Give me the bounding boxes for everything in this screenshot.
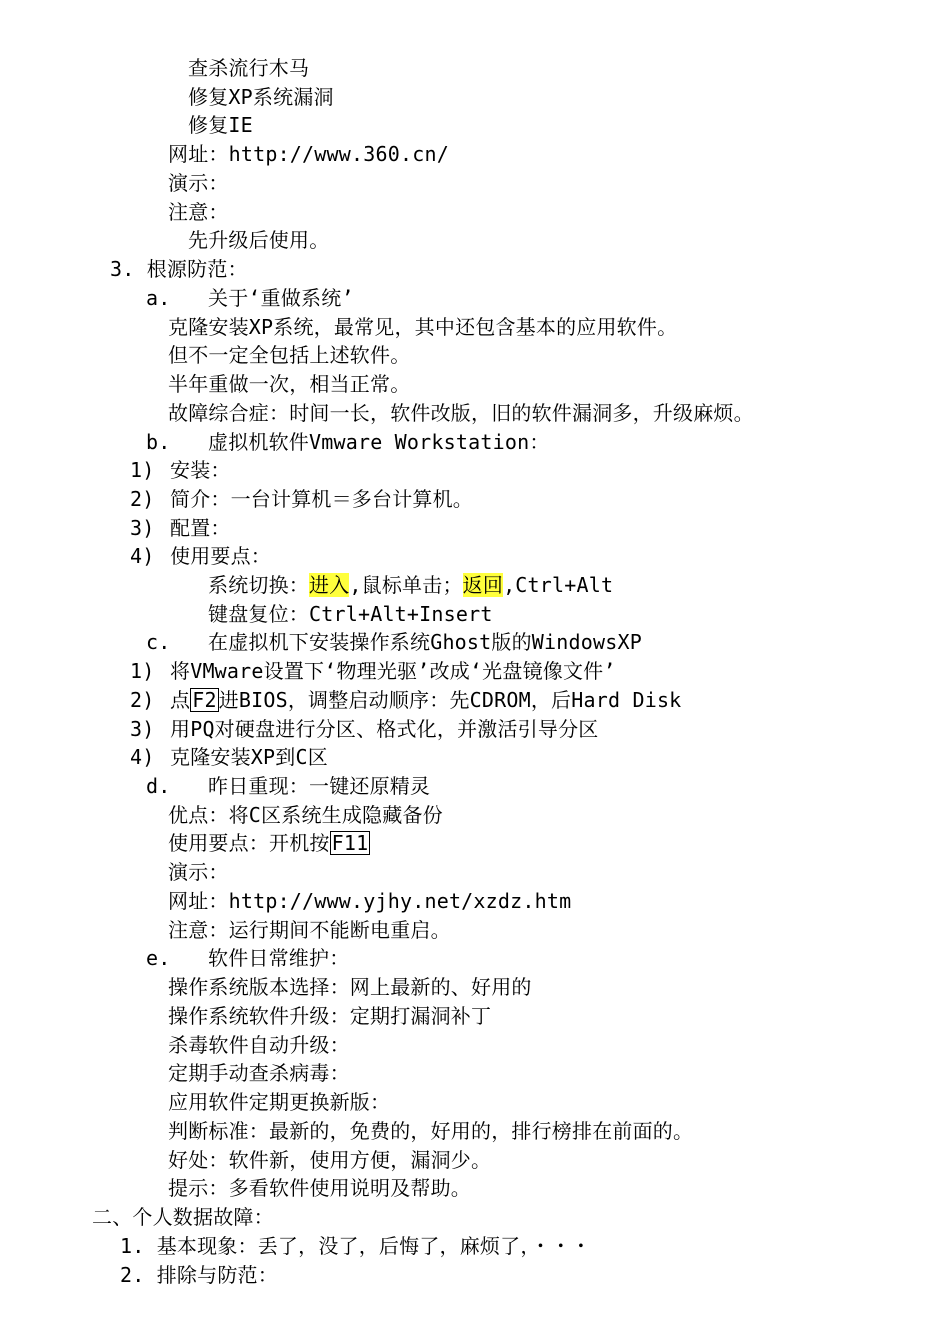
text-line: 定期手动查杀病毒：: [168, 1061, 350, 1085]
subsection-title: 在虚拟机下安装操作系统Ghost版的WindowsXP: [208, 630, 642, 654]
list-marker: b.: [146, 430, 171, 454]
subsection-heading-a: [146, 284, 354, 312]
item-text: 配置：: [170, 516, 231, 540]
section-heading: 3. 根源防范：: [110, 257, 248, 281]
text-span: 使用要点：开机按: [168, 831, 330, 855]
item-text: 用PQ对硬盘进行分区、格式化，并激活引导分区: [170, 717, 599, 741]
numbered-item: [130, 485, 473, 513]
text-line: 杀毒软件自动升级：: [168, 1033, 350, 1057]
item-number: 2): [130, 688, 155, 712]
url-line: 网址：http://www.yjhy.net/xzdz.htm: [168, 889, 572, 913]
item-number: 2): [130, 487, 155, 511]
text-line: 查杀流行木马: [188, 56, 310, 80]
text-line: 先升级后使用。: [188, 228, 330, 252]
text-line: 演示：: [168, 171, 229, 195]
text-span: ,鼠标单击；: [349, 573, 463, 597]
item-text: 克隆安装XP到C区: [170, 745, 328, 769]
numbered-item: [130, 743, 328, 771]
list-marker: d.: [146, 774, 171, 798]
subsection-title: 关于‘重做系统’: [208, 286, 354, 310]
subsection-title: 软件日常维护：: [208, 946, 350, 970]
text-line: 半年重做一次，相当正常。: [168, 372, 411, 396]
text-line: 注意：: [168, 200, 229, 224]
text-line: 操作系统版本选择：网上最新的、好用的: [168, 975, 532, 999]
text-line: 优点：将C区系统生成隐藏备份: [168, 803, 443, 827]
text-line: 操作系统软件升级：定期打漏洞补丁: [168, 1004, 492, 1028]
text-line: 演示：: [168, 860, 229, 884]
key-label: F11: [331, 831, 369, 855]
item-text: 点: [170, 688, 191, 712]
text-line: 键盘复位：Ctrl+Alt+Insert: [208, 602, 493, 626]
numbered-item: [130, 686, 681, 714]
subsection-heading-e: [146, 944, 349, 972]
list-marker: a.: [146, 286, 171, 310]
text-line: 克隆安装XP系统，最常见，其中还包含基本的应用软件。: [168, 315, 678, 339]
item-number: 3): [130, 717, 155, 741]
text-line: 修复IE: [188, 113, 253, 137]
item-number: 1): [130, 659, 155, 683]
subsection-title: 昨日重现：一键还原精灵: [208, 774, 431, 798]
text-line: 注意：运行期间不能断电重启。: [168, 918, 451, 942]
subsection-heading-c: [146, 628, 642, 656]
item-text: 安装：: [170, 458, 231, 482]
text-line: 但不一定全包括上述软件。: [168, 343, 411, 367]
section-heading: 2. 排除与防范：: [120, 1263, 278, 1287]
text-span: ,Ctrl+Alt: [503, 573, 614, 597]
text-line: 好处：软件新，使用方便，漏洞少。: [168, 1148, 492, 1172]
highlighted-text: 进入: [309, 573, 350, 597]
text-line: [168, 829, 370, 857]
url-line: 网址：http://www.360.cn/: [168, 142, 449, 166]
numbered-item: [130, 456, 231, 484]
subsection-title: 虚拟机软件Vmware Workstation：: [208, 430, 550, 454]
text-line: [208, 571, 613, 599]
item-number: 1): [130, 458, 155, 482]
list-marker: e.: [146, 946, 171, 970]
text-line: 故障综合症：时间一长，软件改版，旧的软件漏洞多，升级麻烦。: [168, 401, 754, 425]
text-line: 提示：多看软件使用说明及帮助。: [168, 1176, 471, 1200]
section-heading: 1. 基本现象：丢了，没了，后悔了，麻烦了，・・・: [120, 1234, 592, 1258]
numbered-item: [130, 715, 598, 743]
item-text: 将VMware设置下‘物理光驱’改成‘光盘镜像文件’: [170, 659, 616, 683]
item-number: 4): [130, 745, 155, 769]
text-span: 系统切换：: [208, 573, 309, 597]
numbered-item: [130, 657, 616, 685]
subsection-heading-d: [146, 772, 430, 800]
highlighted-text: 返回: [462, 573, 504, 597]
numbered-item: [130, 514, 231, 542]
text-line: 应用软件定期更换新版：: [168, 1090, 391, 1114]
item-text: 进BIOS，调整启动顺序：先CDROM，后Hard Disk: [218, 688, 682, 712]
subsection-heading-b: [146, 428, 550, 456]
key-label: F2: [192, 688, 217, 712]
item-number: 4): [130, 544, 155, 568]
item-number: 3): [130, 516, 155, 540]
chapter-heading: 二、个人数据故障：: [92, 1205, 274, 1229]
numbered-item: [130, 542, 271, 570]
list-marker: c.: [146, 630, 171, 654]
text-line: 修复XP系统漏洞: [188, 85, 334, 109]
item-text: 简介：一台计算机＝多台计算机。: [170, 487, 473, 511]
item-text: 使用要点：: [170, 544, 271, 568]
text-line: 判断标准：最新的，免费的，好用的，排行榜排在前面的。: [168, 1119, 694, 1143]
